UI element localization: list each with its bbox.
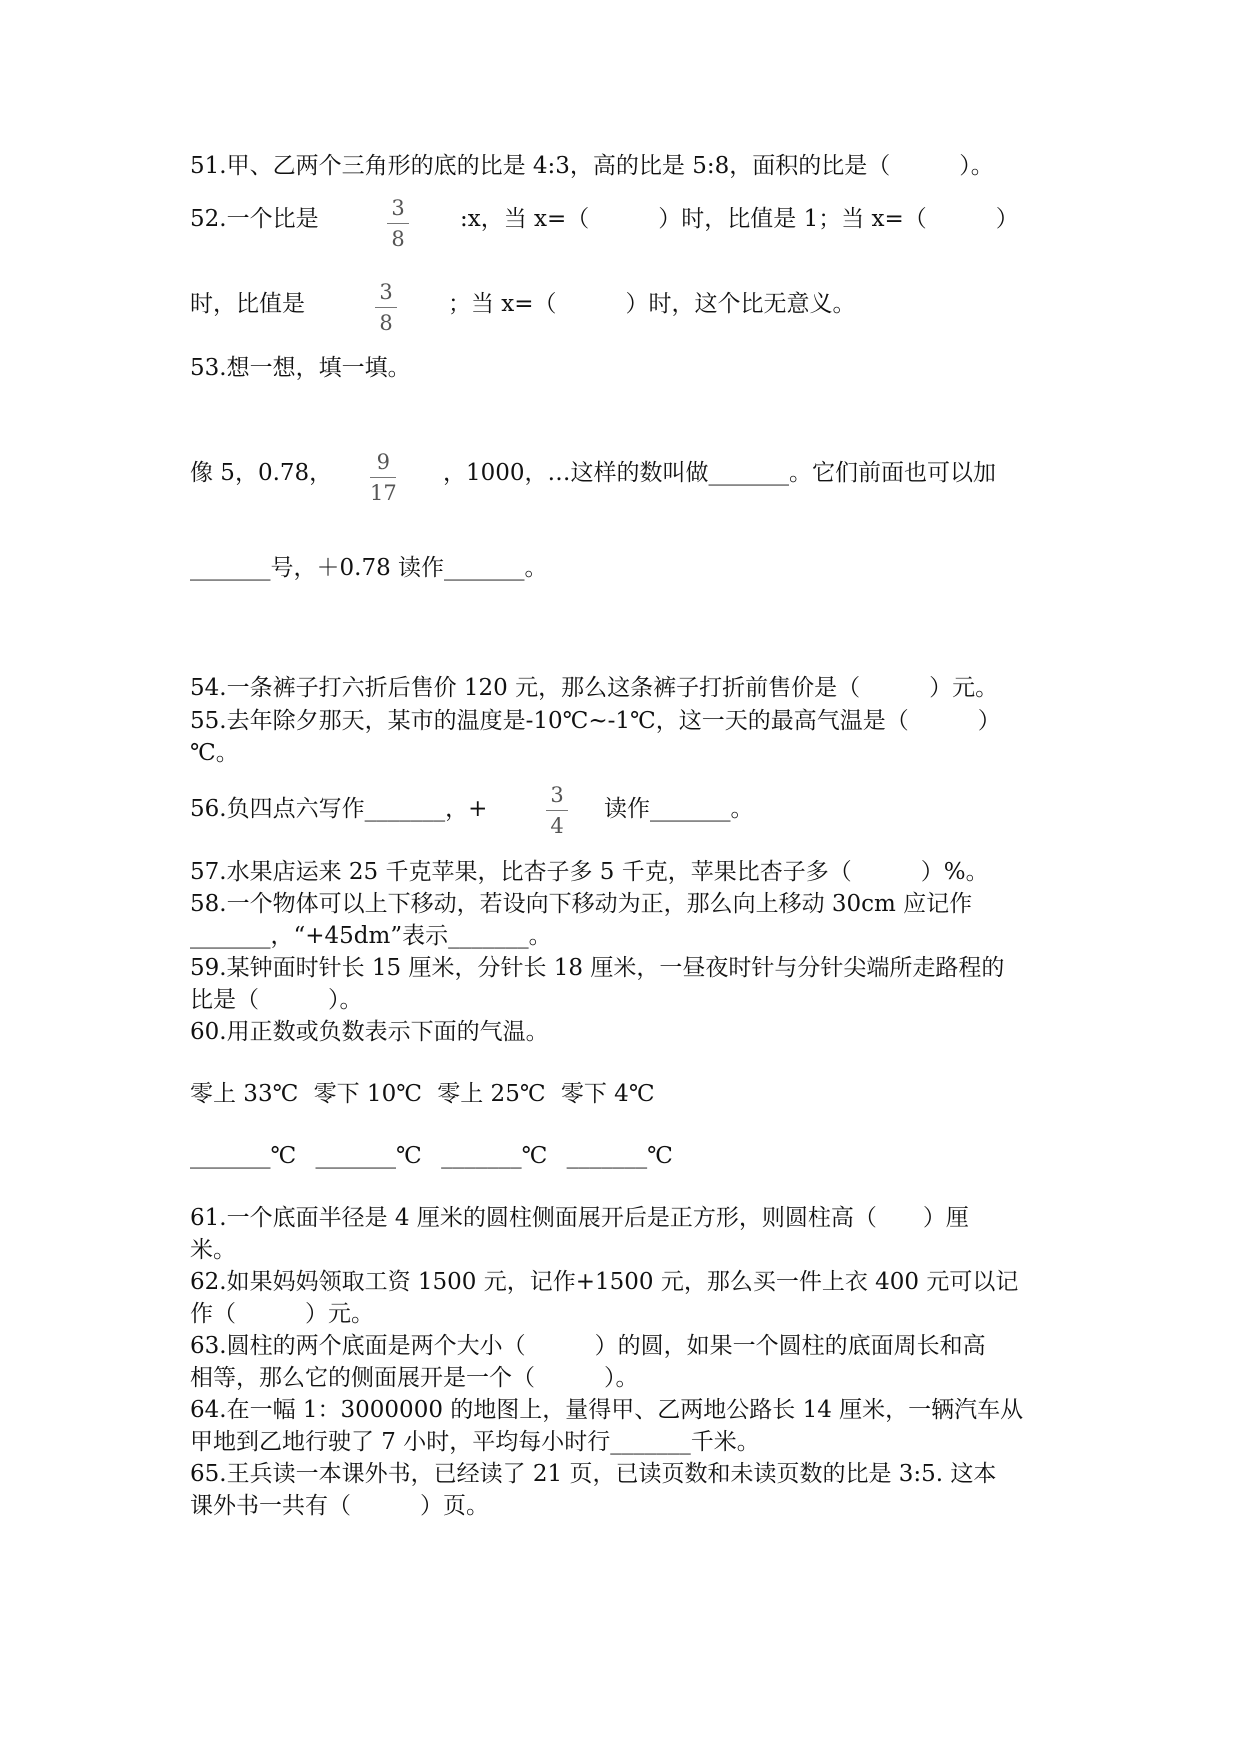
fraction-denominator: 8	[379, 311, 393, 335]
fraction-3-4	[546, 783, 568, 838]
fraction-numerator: 3	[379, 280, 393, 304]
question-56-text-a: 56.负四点六写作_______，+	[190, 796, 488, 822]
question-65-line1: 65.王兵读一本课外书，已经读了 21 页，已读页数和未读页数的比是 3:5. 这本	[190, 1461, 997, 1487]
fraction-bar	[546, 810, 568, 811]
temperature-item: 零上 25℃	[437, 1081, 546, 1107]
question-58-line2: _______，“+45dm”表示_______。	[190, 923, 552, 949]
fraction-bar	[387, 223, 409, 224]
fraction-numerator: 3	[550, 783, 564, 807]
fraction-bar	[370, 477, 396, 478]
answer-blank: _______℃	[566, 1143, 673, 1169]
fraction-3-8-b	[375, 280, 397, 335]
fraction-denominator: 4	[550, 814, 564, 838]
question-52-text-c: 时，比值是	[190, 291, 305, 317]
question-63-line1: 63.圆柱的两个底面是两个大小（ ）的圆，如果一个圆柱的底面周长和高	[190, 1333, 986, 1359]
question-56-text-b: 读作_______。	[604, 796, 754, 822]
temperature-item: 零下 10℃	[313, 1081, 422, 1107]
temperature-item: 零上 33℃	[190, 1081, 299, 1107]
question-55-line1: 55.去年除夕那天，某市的温度是-10℃~-1℃，这一天的最高气温是（ ）	[190, 708, 1001, 734]
question-61-line2: 米。	[190, 1237, 236, 1263]
answer-blank: _______℃	[190, 1143, 297, 1169]
fraction-bar	[375, 307, 397, 308]
fraction-numerator: 3	[391, 196, 405, 220]
fraction-denominator: 8	[391, 227, 405, 251]
question-54: 54.一条裤子打六折后售价 120 元，那么这条裤子打折前售价是（ ）元。	[190, 675, 999, 701]
question-52-text-a: 52.一个比是	[190, 206, 319, 232]
question-63-line2: 相等，那么它的侧面展开是一个（ ）。	[190, 1365, 639, 1391]
question-59-line2: 比是（ ）。	[190, 987, 363, 1013]
question-60-temperatures	[190, 1078, 655, 1110]
question-55-line2: ℃。	[190, 740, 239, 766]
question-52-text-b: :x，当 x=（ ）时，比值是 1；当 x=（ ）	[460, 206, 1019, 232]
question-60-title: 60.用正数或负数表示下面的气温。	[190, 1019, 549, 1045]
question-60-blanks	[190, 1140, 673, 1172]
question-61-line1: 61.一个底面半径是 4 厘米的圆柱侧面展开后是正方形，则圆柱高（ ）厘	[190, 1205, 969, 1231]
question-53-title: 53.想一想，填一填。	[190, 355, 411, 381]
question-62-line2: 作（ ）元。	[190, 1301, 374, 1327]
question-64-line1: 64.在一幅 1：3000000 的地图上，量得甲、乙两地公路长 14 厘米，一辆汽车从	[190, 1397, 1024, 1423]
question-57: 57.水果店运来 25 千克苹果，比杏子多 5 千克，苹果比杏子多（ ）%。	[190, 859, 989, 885]
question-53-text-c: _______号，＋0.78 读作_______。	[190, 555, 548, 581]
question-53-text-a: 像 5，0.78，	[190, 460, 333, 486]
temperature-item: 零下 4℃	[560, 1081, 655, 1107]
fraction-denominator: 17	[370, 481, 397, 505]
question-64-line2: 甲地到乙地行驶了 7 小时，平均每小时行_______千米。	[190, 1429, 760, 1455]
answer-blank: _______℃	[441, 1143, 548, 1169]
question-62-line1: 62.如果妈妈领取工资 1500 元，记作+1500 元，那么买一件上衣 400 元可以记	[190, 1269, 1019, 1295]
question-51: 51.甲、乙两个三角形的底的比是 4:3，高的比是 5:8，面积的比是（ ）。	[190, 153, 994, 179]
fraction-numerator: 9	[376, 450, 391, 474]
question-52-line1	[190, 203, 319, 235]
question-58-line1: 58.一个物体可以上下移动，若设向下移动为正，那么向上移动 30cm 应记作	[190, 891, 973, 917]
question-65-line2: 课外书一共有（ ）页。	[190, 1493, 489, 1519]
answer-blank: _______℃	[315, 1143, 422, 1169]
fraction-9-17	[370, 450, 397, 505]
question-53-text-b: ，1000，…这样的数叫做_______。它们前面也可以加	[443, 460, 997, 486]
question-52-text-d: ；当 x=（ ）时，这个比无意义。	[448, 291, 856, 317]
fraction-3-8-a	[387, 196, 409, 251]
question-59-line1: 59.某钟面时针长 15 厘米，分针长 18 厘米，一昼夜时针与分针尖端所走路程的	[190, 955, 1005, 981]
